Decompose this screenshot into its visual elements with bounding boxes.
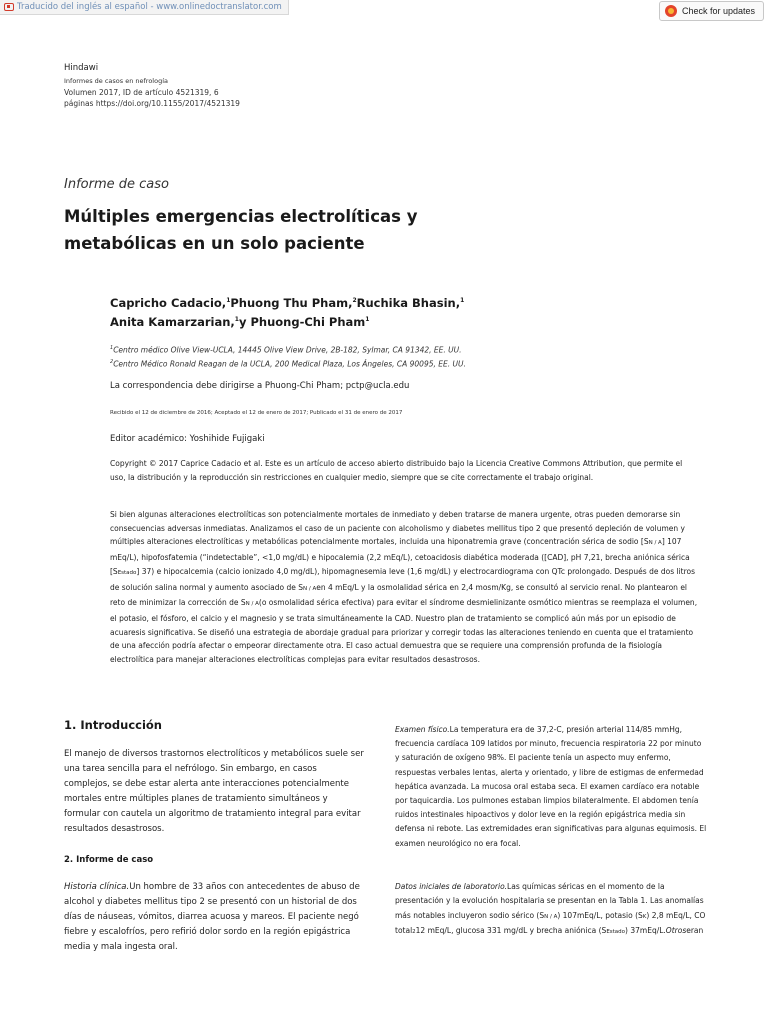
- paragraph-text: eran: [686, 926, 704, 936]
- affiliation-text: Centro médico Olive View-UCLA, 14445 Olive View Drive, 2B-182, Sylmar, CA 91342, EE. UU.: [113, 345, 462, 355]
- physical-exam-paragraph: [395, 723, 707, 851]
- author-affiliation-mark: 1: [460, 297, 465, 305]
- translator-logo-icon: [4, 3, 14, 11]
- paragraph-label: Examen físico.: [395, 725, 450, 734]
- case-history-paragraph: [64, 880, 364, 955]
- affiliation-text: Centro Médico Ronald Reagan de la UCLA, 200 Medical Plaza, Los Ángeles, CA 90095, EE. UU.: [113, 359, 466, 369]
- abstract: [110, 508, 700, 667]
- article-title: Múltiples emergencias electrolíticas y metabólicas en un solo paciente: [64, 207, 418, 253]
- affiliation-1: [110, 345, 462, 355]
- author-affiliation-mark: 1: [226, 297, 231, 305]
- paragraph-text: La temperatura era de 37,2-C, presión arterial 114/85 mmHg, frecuencia cardíaca 109 latidos por minuto, frecuencia respiratoria 22 por minuto y saturación de oxígeno 98%. El paciente tenía un aspecto muy enfermo, respuestas verbales lentas, alerta y orientado, y libre de estigmas de enfermedad hepática avanzada. La mucosa oral estaba seca. El examen cardíaco era notable por taquicardia. Los pulmones estaban limpios bilateralmente. El abdomen tenía ruidos intestinales hipoactivos y dolor leve en la región epigástrica media sin defensa ni rebote. Las extremidades eran significativas para algunas equimosis. El examen neurológico no era focal.: [395, 725, 707, 848]
- subscript: N / A: [245, 601, 259, 608]
- abstract-text: ] 107 mEq/L), hipofosfatemia (“indetectable”, <1,0 mg/dL) e hipocalemia (2,2 mEq/L), cetoacidosis diabética moderada ([CAD], pH 7,21, brecha aniónica sérica [S: [110, 537, 690, 576]
- section-heading-case-report: 2. Informe de caso: [64, 855, 154, 865]
- author-name: Anita Kamarzarian,: [110, 315, 235, 329]
- subscript: N / A: [648, 540, 662, 547]
- abstract-text: Si bien algunas alteraciones electrolíticas son potencialmente mortales de inmediato y deben tratarse de manera urgente, otras pueden demorarse sin consecuencias adversas inmediatas. Analizamos el caso de un paciente con alcoholismo y diabetes mellitus tipo 2 que presentó depleción de volumen y múltiples alteraciones electrolíticas y metabólicas potencialmente mortales, incluida una hiponatremia grave (concentración sérica de sodio [S: [110, 510, 685, 547]
- check-for-updates-button[interactable]: [659, 1, 764, 21]
- publisher-name: Hindawi: [64, 63, 99, 73]
- author-affiliation-mark: 2: [352, 297, 357, 305]
- authors-line-2: [110, 315, 369, 329]
- abstract-text: ] 37) e hipocalcemia (calcio ionizado 4,0 mg/dL), hipomagnesemia leve (1,6 mg/dL) y electrocardiograma con QTc prolongado. Después de dos litros de solución salina normal y aumento asociado de S: [110, 566, 696, 592]
- subscript: Estado: [117, 569, 137, 576]
- translator-notice-link[interactable]: Traducido del inglés al español - www.onlinedoctranslator.com: [17, 2, 282, 12]
- author-affiliation-mark: 1: [234, 316, 239, 324]
- academic-editor: Editor académico: Yoshihide Fujigaki: [110, 434, 265, 444]
- paragraph-label: Datos iniciales de laboratorio.: [395, 882, 508, 891]
- author-affiliation-mark: 1: [365, 316, 370, 324]
- subscript: Estado: [606, 929, 626, 936]
- paragraph-text-italic: Otros: [665, 926, 687, 936]
- affiliation-mark: 1: [110, 345, 114, 351]
- paragraph-text: ) 37mEq/L.: [625, 926, 666, 936]
- subscript: 2: [412, 929, 416, 936]
- translator-banner: [0, 0, 289, 15]
- paragraph-label: Historia clínica.: [64, 882, 130, 892]
- paragraph-text: 12 mEq/L, glucosa 331 mg/dL y brecha aniónica (S: [415, 926, 607, 936]
- journal-name: Informes de casos en nefrología: [64, 77, 169, 85]
- paragraph-text: ) 2,8 mEq/L, CO total: [395, 910, 706, 936]
- abstract-text: en 4 mEq/L y la osmolalidad sérica en 2,4 mosm/Kg, se consultó al servicio renal. No plantearon el reto de minimizar la corrección de S: [110, 582, 688, 608]
- abstract-text: (o osmolalidad sérica efectiva) para evitar el síndrome desmielinizante osmótico mientras se reemplaza el volumen, el potasio, el fósforo, el calcio y el magnesio y se trata simultáneamente la CAD. Nuestro plan de tratamiento se complicó aún más por un episodio de acuaresis significativa. Se diseñó una estrategia de abordaje gradual para priorizar y corregir todas las alteraciones teniendo en cuenta que el tratamiento de una afección podría afectar o empeorar directamente otra. El caso actual demuestra que se requiere una comprensión profunda de la fisiología electrolítica para manejar alteraciones electrolíticas complejas para evitar resultados desastrosos.: [110, 598, 698, 665]
- volume-line: Volumen 2017, ID de artículo 4521319, 6: [64, 88, 219, 97]
- author-name: Capricho Cadacio,: [110, 296, 227, 310]
- subscript: N / A: [544, 913, 558, 920]
- paragraph-text: Las químicas séricas en el momento de la presentación y la evolución hospitalaria se presentan en la Tabla 1. Las anomalías más notables incluyeron sodio sérico (S: [395, 882, 704, 920]
- subscript: N / A: [303, 585, 317, 592]
- paragraph-text: Un hombre de 33 años con antecedentes de abuso de alcohol y diabetes mellitus tipo 2 se presentó con un historial de dos días de náuseas, vómitos, diarrea acuosa y mareos. El paciente negó fiebre y escalofríos, pero refirió dolor sordo en la región epigástrica media y mala ingesta oral.: [64, 882, 360, 952]
- copyright-notice: Copyright © 2017 Caprice Cadacio et al. Este es un artículo de acceso abierto distribuido bajo la Licencia Creative Commons Attribution, que permite el uso, la distribución y la reproducción sin restricciones en cualquier medio, siempre que se cite correctamente el trabajo original.: [110, 459, 683, 482]
- authors-line-1: [110, 296, 464, 310]
- article-type: Informe de caso: [64, 177, 169, 192]
- affiliation-2: [110, 359, 466, 369]
- paragraph-text: ) 107mEq/L, potasio (S: [557, 910, 643, 920]
- affiliation-mark: 2: [110, 359, 114, 365]
- lab-data-paragraph: [395, 880, 707, 940]
- correspondence-line: La correspondencia debe dirigirse a Phuong-Chi Pham; pctp@ucla.edu: [110, 381, 410, 391]
- author-name: Phuong Thu Pham,: [230, 296, 353, 310]
- subscript: K: [642, 913, 647, 920]
- author-name: y Phuong-Chi Pham: [238, 315, 366, 329]
- doi-line: páginas https://doi.org/10.1155/2017/4521319: [64, 99, 240, 108]
- check-for-updates-label: Check for updates: [681, 6, 755, 16]
- publication-dates: Recibido el 12 de diciembre de 2016; Aceptado el 12 de enero de 2017; Publicado el 31 de enero de 2017: [110, 410, 403, 416]
- introduction-paragraph: El manejo de diversos trastornos electrolíticos y metabólicos suele ser una tarea sencilla para el nefrólogo. Sin embargo, en casos complejos, se debe estar alerta ante interacciones potencialmente mortales entre múltiples planes de tratamiento simultáneos y formular con cautela un algoritmo de tratamiento integral para evitar resultados desastrosos.: [64, 749, 364, 834]
- author-name: Ruchika Bhasin,: [356, 296, 461, 310]
- crossmark-icon: [665, 5, 677, 17]
- section-heading-introduction: 1. Introducción: [64, 718, 162, 732]
